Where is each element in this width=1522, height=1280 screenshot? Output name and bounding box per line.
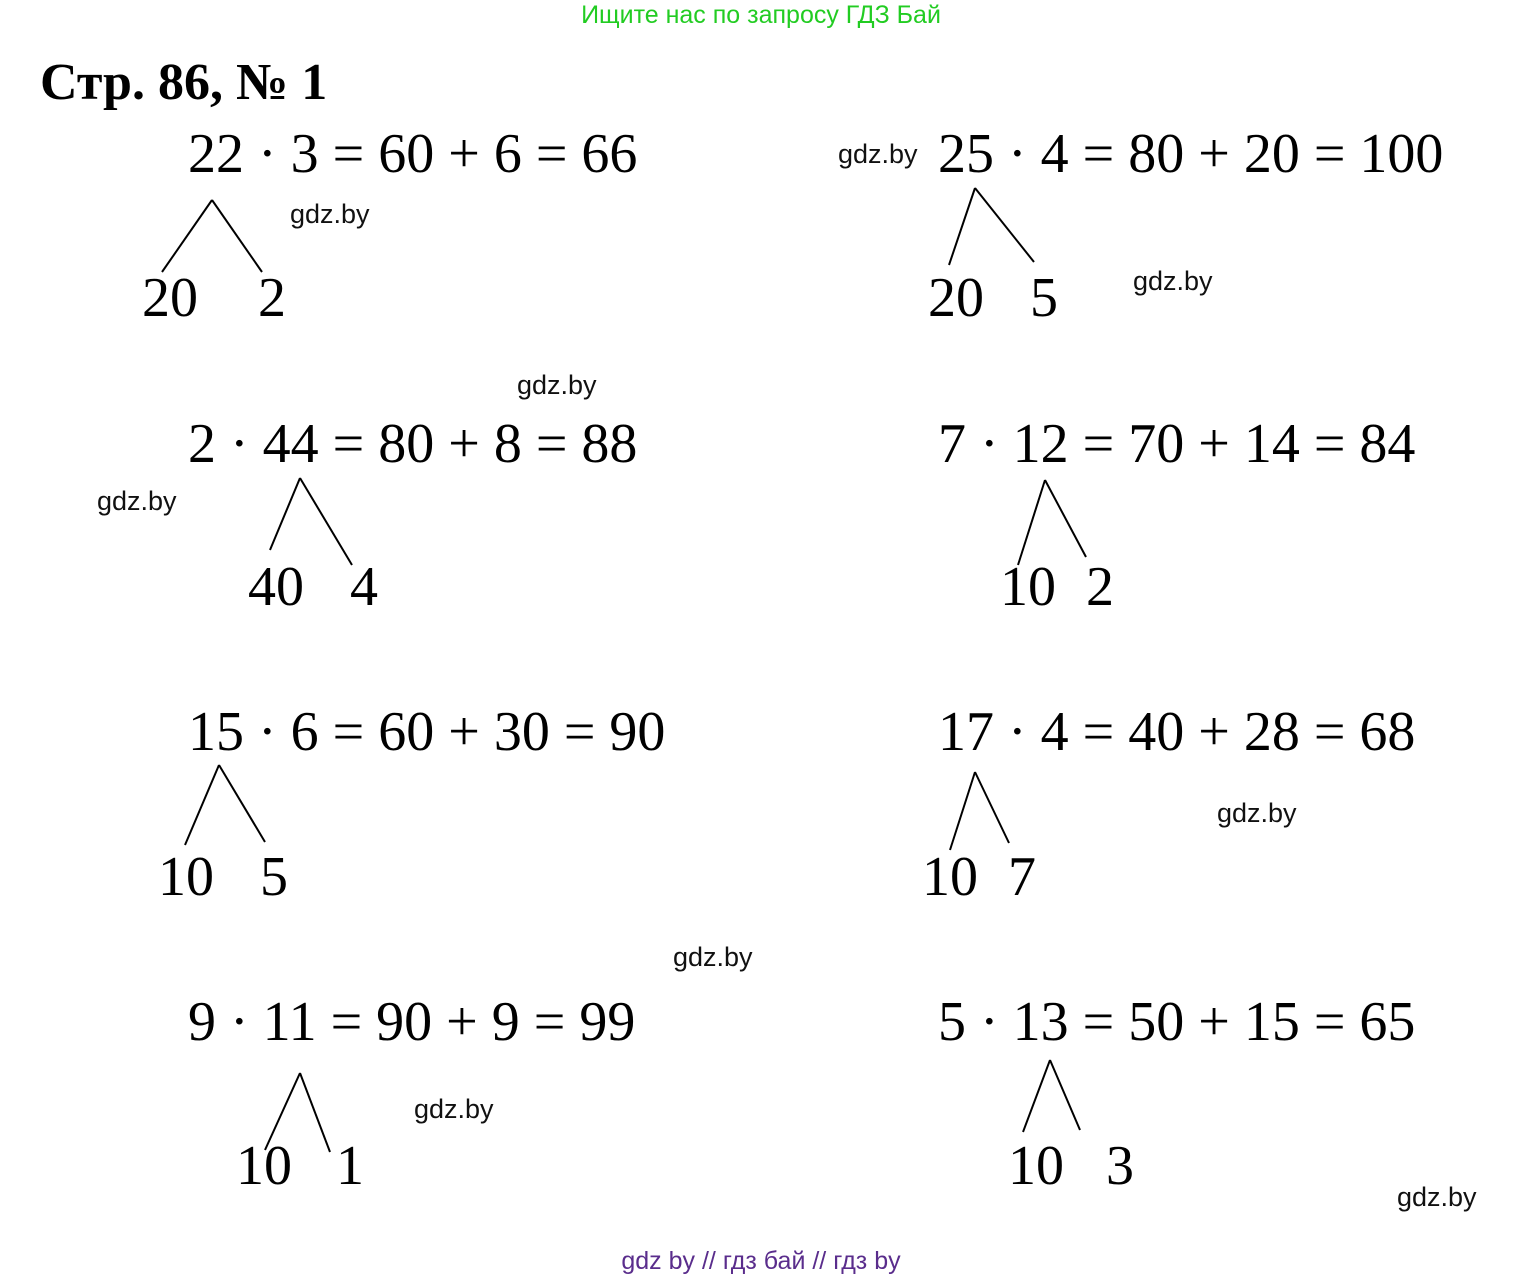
branch-line [300,1073,330,1152]
page-title: Стр. 86, № 1 [40,54,328,111]
branch-line [185,765,219,845]
expression-8-part-ones: 3 [1106,1135,1134,1197]
expression-7: 9 · 11 = 90 + 9 = 99 [188,991,636,1053]
watermark: gdz.by [97,486,177,516]
watermark: gdz.by [1217,798,1297,828]
watermark: gdz.by [290,199,370,229]
expression-2: 25 · 4 = 80 + 20 = 100 [938,123,1444,185]
branch-line [975,188,1034,262]
expression-2-part-tens: 20 [928,267,984,329]
watermark: gdz.by [1133,266,1213,296]
expression-4-part-tens: 10 [1000,556,1056,618]
expression-5: 15 · 6 = 60 + 30 = 90 [188,701,666,763]
expression-4-part-ones: 2 [1086,556,1114,618]
watermark: gdz.by [414,1094,494,1124]
expression-5-part-ones: 5 [260,846,288,908]
expression-3: 2 · 44 = 80 + 8 = 88 [188,413,638,475]
watermark: gdz.by [673,942,753,972]
expression-6-part-ones: 7 [1008,846,1036,908]
expression-1-part-tens: 20 [142,267,198,329]
expression-7-part-ones: 1 [336,1135,364,1197]
branch-line [1045,480,1086,557]
branch-line [212,200,262,272]
expression-3-part-tens: 40 [248,556,304,618]
expression-2-part-ones: 5 [1030,267,1058,329]
expression-4: 7 · 12 = 70 + 14 = 84 [938,413,1416,475]
expression-5-part-tens: 10 [158,846,214,908]
expression-8-part-tens: 10 [1008,1135,1064,1197]
expression-6: 17 · 4 = 40 + 28 = 68 [938,701,1416,763]
expression-6-part-tens: 10 [922,846,978,908]
expression-8: 5 · 13 = 50 + 15 = 65 [938,991,1416,1053]
branch-line [975,772,1009,843]
expression-1: 22 · 3 = 60 + 6 = 66 [188,123,638,185]
branch-line [949,188,975,265]
branch-line [950,772,975,850]
branch-line [162,200,212,272]
branch-line [1050,1060,1080,1130]
branch-line [219,765,265,842]
expression-7-part-tens: 10 [236,1135,292,1197]
expression-3-part-ones: 4 [350,556,378,618]
branch-line [1018,480,1045,565]
watermark: gdz.by [838,139,918,169]
expression-1-part-ones: 2 [258,267,286,329]
footer-links: gdz by // гдз бай // гдз by [621,1247,901,1275]
watermark: gdz.by [1397,1182,1477,1212]
branch-line [270,478,300,550]
search-hint-banner: Ищите нас по запросу ГДЗ Бай [581,1,941,29]
branch-line [1023,1060,1050,1132]
branch-line [300,478,352,565]
watermark: gdz.by [517,370,597,400]
